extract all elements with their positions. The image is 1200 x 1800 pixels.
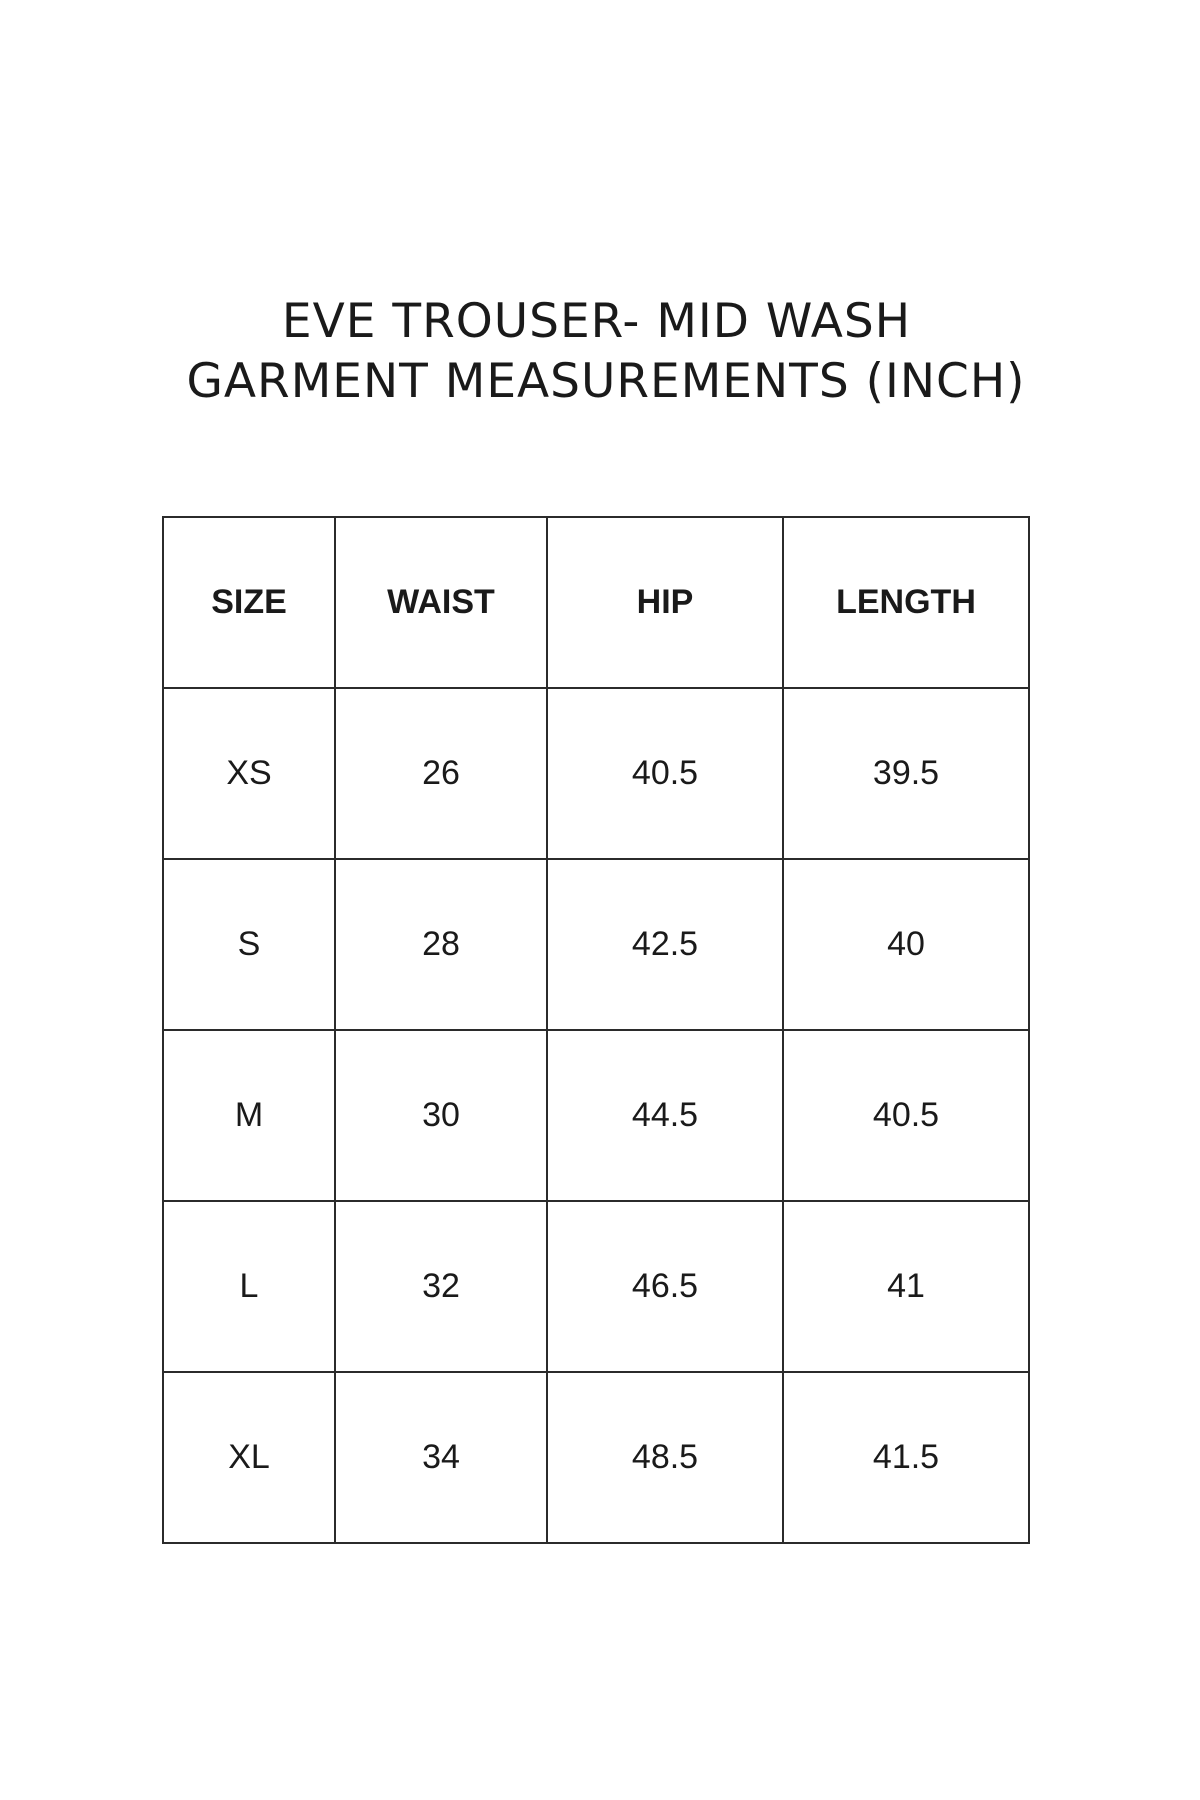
cell-length: 41: [783, 1201, 1029, 1372]
page-title: [0, 292, 1200, 412]
header-size: SIZE: [163, 517, 335, 688]
product-title: EVE TROUSER- MID WASH: [281, 294, 912, 349]
cell-size: M: [163, 1030, 335, 1201]
size-chart-table: [162, 516, 1030, 1544]
table-header-row: [163, 517, 1029, 688]
table-row: [163, 688, 1029, 859]
table-row: [163, 859, 1029, 1030]
cell-waist: 28: [335, 859, 547, 1030]
cell-length: 41.5: [783, 1372, 1029, 1543]
cell-waist: 30: [335, 1030, 547, 1201]
header-length: LENGTH: [783, 517, 1029, 688]
cell-waist: 32: [335, 1201, 547, 1372]
table-row: [163, 1030, 1029, 1201]
cell-waist: 26: [335, 688, 547, 859]
table-row: [163, 1372, 1029, 1543]
cell-size: L: [163, 1201, 335, 1372]
cell-hip: 46.5: [547, 1201, 783, 1372]
cell-waist: 34: [335, 1372, 547, 1543]
cell-size: XL: [163, 1372, 335, 1543]
cell-length: 40.5: [783, 1030, 1029, 1201]
table-row: [163, 1201, 1029, 1372]
cell-size: S: [163, 859, 335, 1030]
measurements-subtitle: GARMENT MEASUREMENTS (INCH): [186, 354, 1026, 409]
cell-hip: 40.5: [547, 688, 783, 859]
cell-hip: 42.5: [547, 859, 783, 1030]
cell-size: XS: [163, 688, 335, 859]
cell-length: 40: [783, 859, 1029, 1030]
cell-hip: 48.5: [547, 1372, 783, 1543]
header-hip: HIP: [547, 517, 783, 688]
cell-hip: 44.5: [547, 1030, 783, 1201]
cell-length: 39.5: [783, 688, 1029, 859]
header-waist: WAIST: [335, 517, 547, 688]
